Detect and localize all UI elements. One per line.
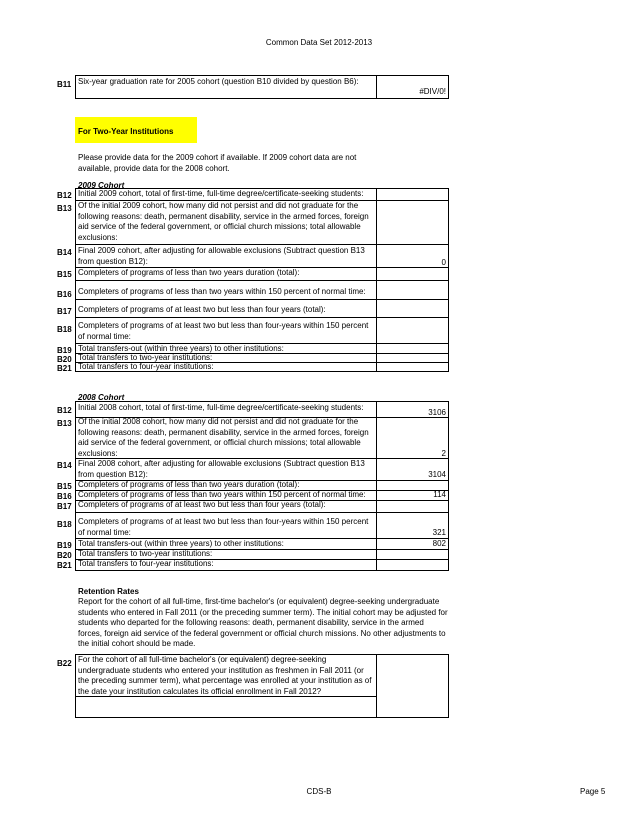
c08-b13-code: B13: [57, 419, 72, 428]
b22-code: B22: [57, 659, 72, 668]
c09-b18-code: B18: [57, 325, 72, 334]
c09-b19-code: B19: [57, 346, 72, 355]
c08-b21-text: Total transfers to four-year institutions:: [78, 559, 214, 568]
c09-b17-text: Completers of programs of at least two but less than four years (total):: [78, 305, 326, 314]
c09-b14-code: B14: [57, 248, 72, 257]
c09-b15-code: B15: [57, 270, 72, 279]
c08-b14-value: 3104: [428, 470, 446, 479]
footer-page: Page 5: [580, 787, 606, 796]
c09-b16-code: B16: [57, 290, 72, 299]
c08-b18-value: 321: [432, 528, 446, 537]
retention-heading: Retention Rates: [78, 587, 139, 596]
c08-b14-text: Final 2008 cohort, after adjusting for allowable exclusions (Subtract question B13 from question B12):: [78, 459, 365, 479]
two-year-heading: For Two-Year Institutions: [78, 127, 174, 136]
page-header: Common Data Set 2012-2013: [265, 38, 373, 47]
c08-b14-code: B14: [57, 461, 72, 470]
c09-b19-text: Total transfers-out (within three years) to other institutions:: [78, 344, 284, 353]
c08-b12-code: B12: [57, 406, 72, 415]
c09-b21-text: Total transfers to four-year institutions:: [78, 362, 214, 371]
c09-b20-code: B20: [57, 355, 72, 364]
c09-b13-text: Of the initial 2009 cohort, how many did not persist and did not graduate for the following reasons: death, permanent disability, service in the armed forces, foreign aid service of the federal government, or official church missions; total allowable exclusions:: [78, 201, 369, 242]
two-year-intro: Please provide data for the 2009 cohort if available. If 2009 cohort data are not available, provide data for the 2008 cohort.: [78, 153, 357, 173]
c08-b13-text: Of the initial 2008 cohort, how many did not persist and did not graduate for the following reasons: death, permanent disability, service in the armed forces, foreign aid service of the federal government, or official church missions; total allowable exclusions:: [78, 417, 369, 458]
c09-b17-code: B17: [57, 307, 72, 316]
c08-b13-value: 2: [441, 449, 446, 458]
c08-b16-value: 114: [433, 490, 446, 499]
c09-b20-text: Total transfers to two-year institutions:: [78, 353, 213, 362]
c08-b17-text: Completers of programs of at least two but less than four years (total):: [78, 500, 326, 509]
c08-b16-code: B16: [57, 492, 72, 501]
c09-b15-text: Completers of programs of less than two years duration (total):: [78, 268, 300, 277]
c08-b12-text: Initial 2008 cohort, total of first-time, full-time degree/certificate-seeking students:: [78, 403, 364, 412]
cohort-2008-title: 2008 Cohort: [78, 393, 125, 402]
b11-value: #DIV/0!: [419, 87, 446, 96]
c08-b21-code: B21: [57, 561, 72, 570]
cohort-2009-title: 2009 Cohort: [78, 181, 125, 190]
footer-section: CDS-B: [306, 787, 332, 796]
c09-b14-value: 0: [441, 258, 446, 267]
c08-b19-text: Total transfers-out (within three years) to other institutions:: [78, 539, 284, 548]
c08-b12-value: 3106: [428, 408, 446, 417]
c09-b12-code: B12: [57, 191, 72, 200]
c09-b18-text: Completers of programs of at least two but less than four-years within 150 percent of normal time:: [78, 321, 369, 341]
c09-b12-text: Initial 2009 cohort, total of first-time, full-time degree/certificate-seeking students:: [78, 189, 364, 198]
b11-code: B11: [57, 80, 72, 89]
c09-b14-text: Final 2009 cohort, after adjusting for allowable exclusions (Subtract question B13 from question B12):: [78, 246, 365, 266]
c08-b17-code: B17: [57, 502, 72, 511]
c08-b20-code: B20: [57, 551, 72, 560]
c08-b18-text: Completers of programs of at least two but less than four-years within 150 percent of normal time:: [78, 517, 369, 537]
c08-b15-text: Completers of programs of less than two years duration (total):: [78, 480, 300, 489]
c08-b15-code: B15: [57, 482, 72, 491]
c09-b13-code: B13: [57, 204, 72, 213]
c08-b19-code: B19: [57, 541, 72, 550]
retention-intro: Report for the cohort of all full-time, first-time bachelor's (or equivalent) degree-seeking undergraduate students who entered in Fall 2011 (or the preceding summer term). The initial cohort may be adjusted for students who departed for the following reasons: death, permanent disability, service in the armed forces, foreign aid service of the federal government or official church missions. No other adjustments to the initial cohort should be made.: [78, 597, 448, 648]
c09-b21-code: B21: [57, 364, 72, 373]
b11-text: Six-year graduation rate for 2005 cohort (question B10 divided by question B6):: [78, 77, 359, 86]
c08-b16-text: Completers of programs of less than two years within 150 percent of normal time:: [78, 490, 366, 499]
c08-b18-code: B18: [57, 520, 72, 529]
c09-b16-text: Completers of programs of less than two years within 150 percent of normal time:: [78, 287, 366, 296]
c08-b20-text: Total transfers to two-year institutions:: [78, 549, 213, 558]
c08-b19-value: 802: [432, 539, 446, 548]
b22-text: For the cohort of all full-time bachelor's (or equivalent) degree-seeking undergraduate students who entered your institution as freshmen in Fall 2011 (or the preceding summer term), what percentage was enrolled at your institution as of the date your institution calculates its official enrollment in Fall 2012?: [78, 655, 372, 696]
